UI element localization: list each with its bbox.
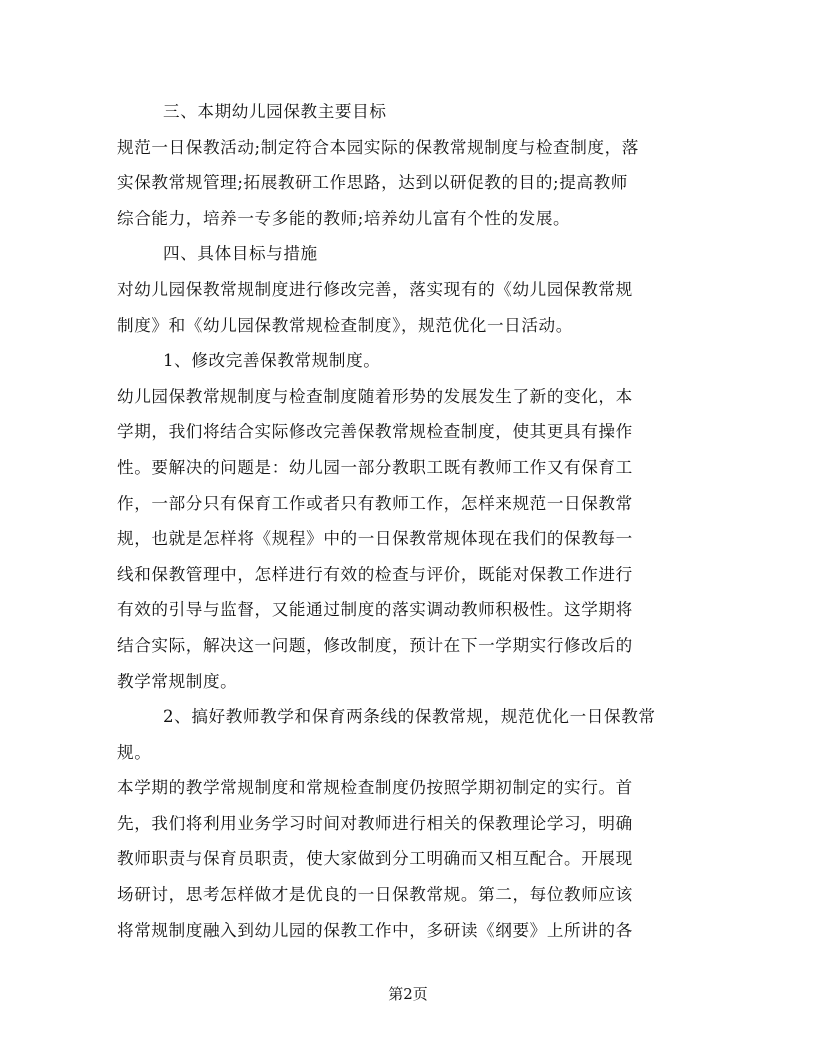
text-line: 三、本期幼儿园保教主要目标 xyxy=(163,102,387,121)
text-line: 教学常规制度。 xyxy=(117,671,238,691)
text-line: 结合实际，解决这一问题，修改制度，预计在下一学期实行修改后的 xyxy=(117,635,633,655)
text-line: 先，我们将利用业务学习时间对教师进行相关的保教理论学习，明确 xyxy=(117,813,633,833)
text-line: 制度》和《幼儿园保教常规检查制度》，规范优化一日活动。 xyxy=(117,315,573,335)
text-line: 规。 xyxy=(117,742,152,762)
text-line: 教师职责与保育员职责，使大家做到分工明确而又相互配合。开展现 xyxy=(117,849,633,869)
text-line: 1、修改完善保教常规制度。 xyxy=(163,351,381,371)
text-line: 场研讨，思考怎样做才是优良的一日保教常规。第二，每位教师应该 xyxy=(117,885,633,905)
text-line: 线和保教管理中，怎样进行有效的检查与评价，既能对保教工作进行 xyxy=(117,564,633,584)
text-line: 2、搞好教师教学和保育两条线的保教常规，规范优化一日保教常 xyxy=(163,707,656,727)
text-line: 对幼儿园保教常规制度进行修改完善，落实现有的《幼儿园保教常规 xyxy=(117,279,633,299)
document-body xyxy=(117,94,701,948)
text-line: 规，也就是怎样将《规程》中的一日保教常规体现在我们的保教每一 xyxy=(117,529,633,549)
text-line: 有效的引导与监督，又能通过制度的落实调动教师积极性。这学期将 xyxy=(117,600,633,620)
text-line: 综合能力，培养一专多能的教师;培养幼儿富有个性的发展。 xyxy=(117,208,571,228)
text-line: 学期，我们将结合实际修改完善保教常规检查制度，使其更具有操作 xyxy=(117,422,633,442)
text-line: 性。要解决的问题是：幼儿园一部分教职工既有教师工作又有保育工 xyxy=(117,457,633,477)
text-line: 本学期的教学常规制度和常规检查制度仍按照学期初制定的实行。首 xyxy=(117,778,633,798)
page-number: 第2页 xyxy=(388,985,428,1003)
text-line: 作，一部分只有保育工作或者只有教师工作，怎样来规范一日保教常 xyxy=(117,493,633,513)
text-line: 实保教常规管理;拓展教研工作思路，达到以研促教的目的;提高教师 xyxy=(117,173,628,193)
text-line: 将常规制度融入到幼儿园的保教工作中，多研读《纲要》上所讲的各 xyxy=(117,920,633,940)
text-line: 四、具体目标与措施 xyxy=(163,244,318,264)
text-line: 幼儿园保教常规制度与检查制度随着形势的发展发生了新的变化，本 xyxy=(117,386,633,406)
text-line: 规范一日保教活动;制定符合本园实际的保教常规制度与检查制度，落 xyxy=(117,137,640,157)
